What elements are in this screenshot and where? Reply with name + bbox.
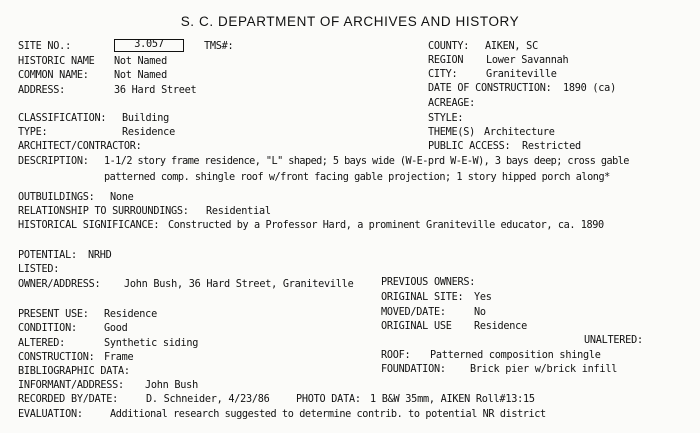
photo-data-label: PHOTO DATA: (296, 394, 361, 405)
acreage-label: ACREAGE: (428, 98, 476, 109)
outbuildings-value: None (110, 192, 134, 203)
type-label: TYPE: (18, 127, 48, 138)
photo-data-value: 1 B&W 35mm, AIKEN Roll#13:15 (370, 394, 535, 405)
address-value: 36 Hard Street (114, 85, 197, 96)
moved-date-label: MOVED/DATE: (381, 307, 446, 318)
original-site-value: Yes (474, 292, 492, 303)
evaluation-label: EVALUATION: (18, 409, 83, 420)
tms-label: TMS#: (204, 41, 234, 52)
bibliographic-label: BIBLIOGRAPHIC DATA: (18, 366, 130, 377)
listed-label: LISTED: (18, 264, 60, 275)
style-label: STYLE: (428, 113, 464, 124)
informant-label: INFORMANT/ADDRESS: (18, 380, 124, 391)
roof-value: Patterned composition shingle (430, 350, 601, 361)
description-line-2: patterned comp. shingle roof w/front facing gable projection; 1 story hipped porch along* (104, 172, 610, 183)
region-value: Lower Savannah (486, 55, 569, 66)
altered-value: Synthetic siding (104, 338, 199, 349)
description-label: DESCRIPTION: (18, 156, 89, 167)
relationship-value: Residential (206, 206, 271, 217)
type-value: Residence (122, 127, 175, 138)
classification-value: Building (122, 113, 170, 124)
construction-date-label: DATE OF CONSTRUCTION: (428, 83, 552, 94)
city-value: Graniteville (486, 69, 557, 80)
original-site-label: ORIGINAL SITE: (381, 292, 464, 303)
present-use-value: Residence (104, 309, 157, 320)
owner-label: OWNER/ADDRESS: (18, 279, 101, 290)
common-name-label: COMMON NAME: (18, 70, 89, 81)
outbuildings-label: OUTBUILDINGS: (18, 192, 95, 203)
roof-label: ROOF: (381, 350, 411, 361)
previous-owners-label: PREVIOUS OWNERS: (381, 277, 476, 288)
foundation-value: Brick pier w/brick infill (470, 364, 618, 375)
county-label: COUNTY: (428, 41, 470, 52)
condition-label: CONDITION: (18, 323, 77, 334)
classification-label: CLASSIFICATION: (18, 113, 107, 124)
historical-significance-label: HISTORICAL SIGNIFICANCE: (18, 220, 160, 231)
page-title: S. C. DEPARTMENT OF ARCHIVES AND HISTORY (180, 14, 520, 29)
relationship-label: RELATIONSHIP TO SURROUNDINGS: (18, 206, 189, 217)
county-value: AIKEN, SC (485, 41, 538, 52)
owner-value: John Bush, 36 Hard Street, Graniteville (124, 279, 354, 290)
historical-significance-value: Constructed by a Professor Hard, a prominent Graniteville educator, ca. 1890 (168, 220, 604, 231)
site-no-label: SITE NO.: (18, 41, 71, 52)
themes-value: Architecture (484, 127, 555, 138)
informant-value: John Bush (145, 380, 198, 391)
city-label: CITY: (428, 69, 458, 80)
description-line-1: 1-1/2 story frame residence, "L" shaped; 5 bays wide (W-E-prd W-E-W), 3 bays deep; cross gable (104, 156, 629, 167)
recorded-value: D. Schneider, 4/23/86 (146, 394, 270, 405)
common-name-value: Not Named (114, 70, 167, 81)
construction-value: Frame (104, 352, 134, 363)
foundation-label: FOUNDATION: (381, 364, 446, 375)
architect-label: ARCHITECT/CONTRACTOR: (18, 141, 142, 152)
unaltered-label: UNALTERED: (584, 335, 643, 346)
historic-name-value: Not Named (114, 56, 167, 67)
historic-name-label: HISTORIC NAME (18, 56, 95, 67)
region-label: REGION (428, 55, 464, 66)
themes-label: THEME(S) (428, 127, 476, 138)
altered-label: ALTERED: (18, 338, 66, 349)
site-no-value: 3.057 (134, 39, 164, 50)
original-use-label: ORIGINAL USE (381, 321, 452, 332)
original-use-value: Residence (474, 321, 527, 332)
condition-value: Good (104, 323, 128, 334)
construction-label: CONSTRUCTION: (18, 352, 95, 363)
potential-value: NRHD (88, 250, 112, 261)
potential-label: POTENTIAL: (18, 250, 77, 261)
evaluation-value: Additional research suggested to determine contrib. to potential NR district (110, 409, 546, 420)
public-access-value: Restricted (522, 141, 581, 152)
moved-date-value: No (474, 307, 486, 318)
public-access-label: PUBLIC ACCESS: (428, 141, 511, 152)
present-use-label: PRESENT USE: (18, 309, 89, 320)
recorded-label: RECORDED BY/DATE: (18, 394, 119, 405)
address-label: ADDRESS: (18, 85, 66, 96)
construction-date-value: 1890 (ca) (563, 83, 616, 94)
